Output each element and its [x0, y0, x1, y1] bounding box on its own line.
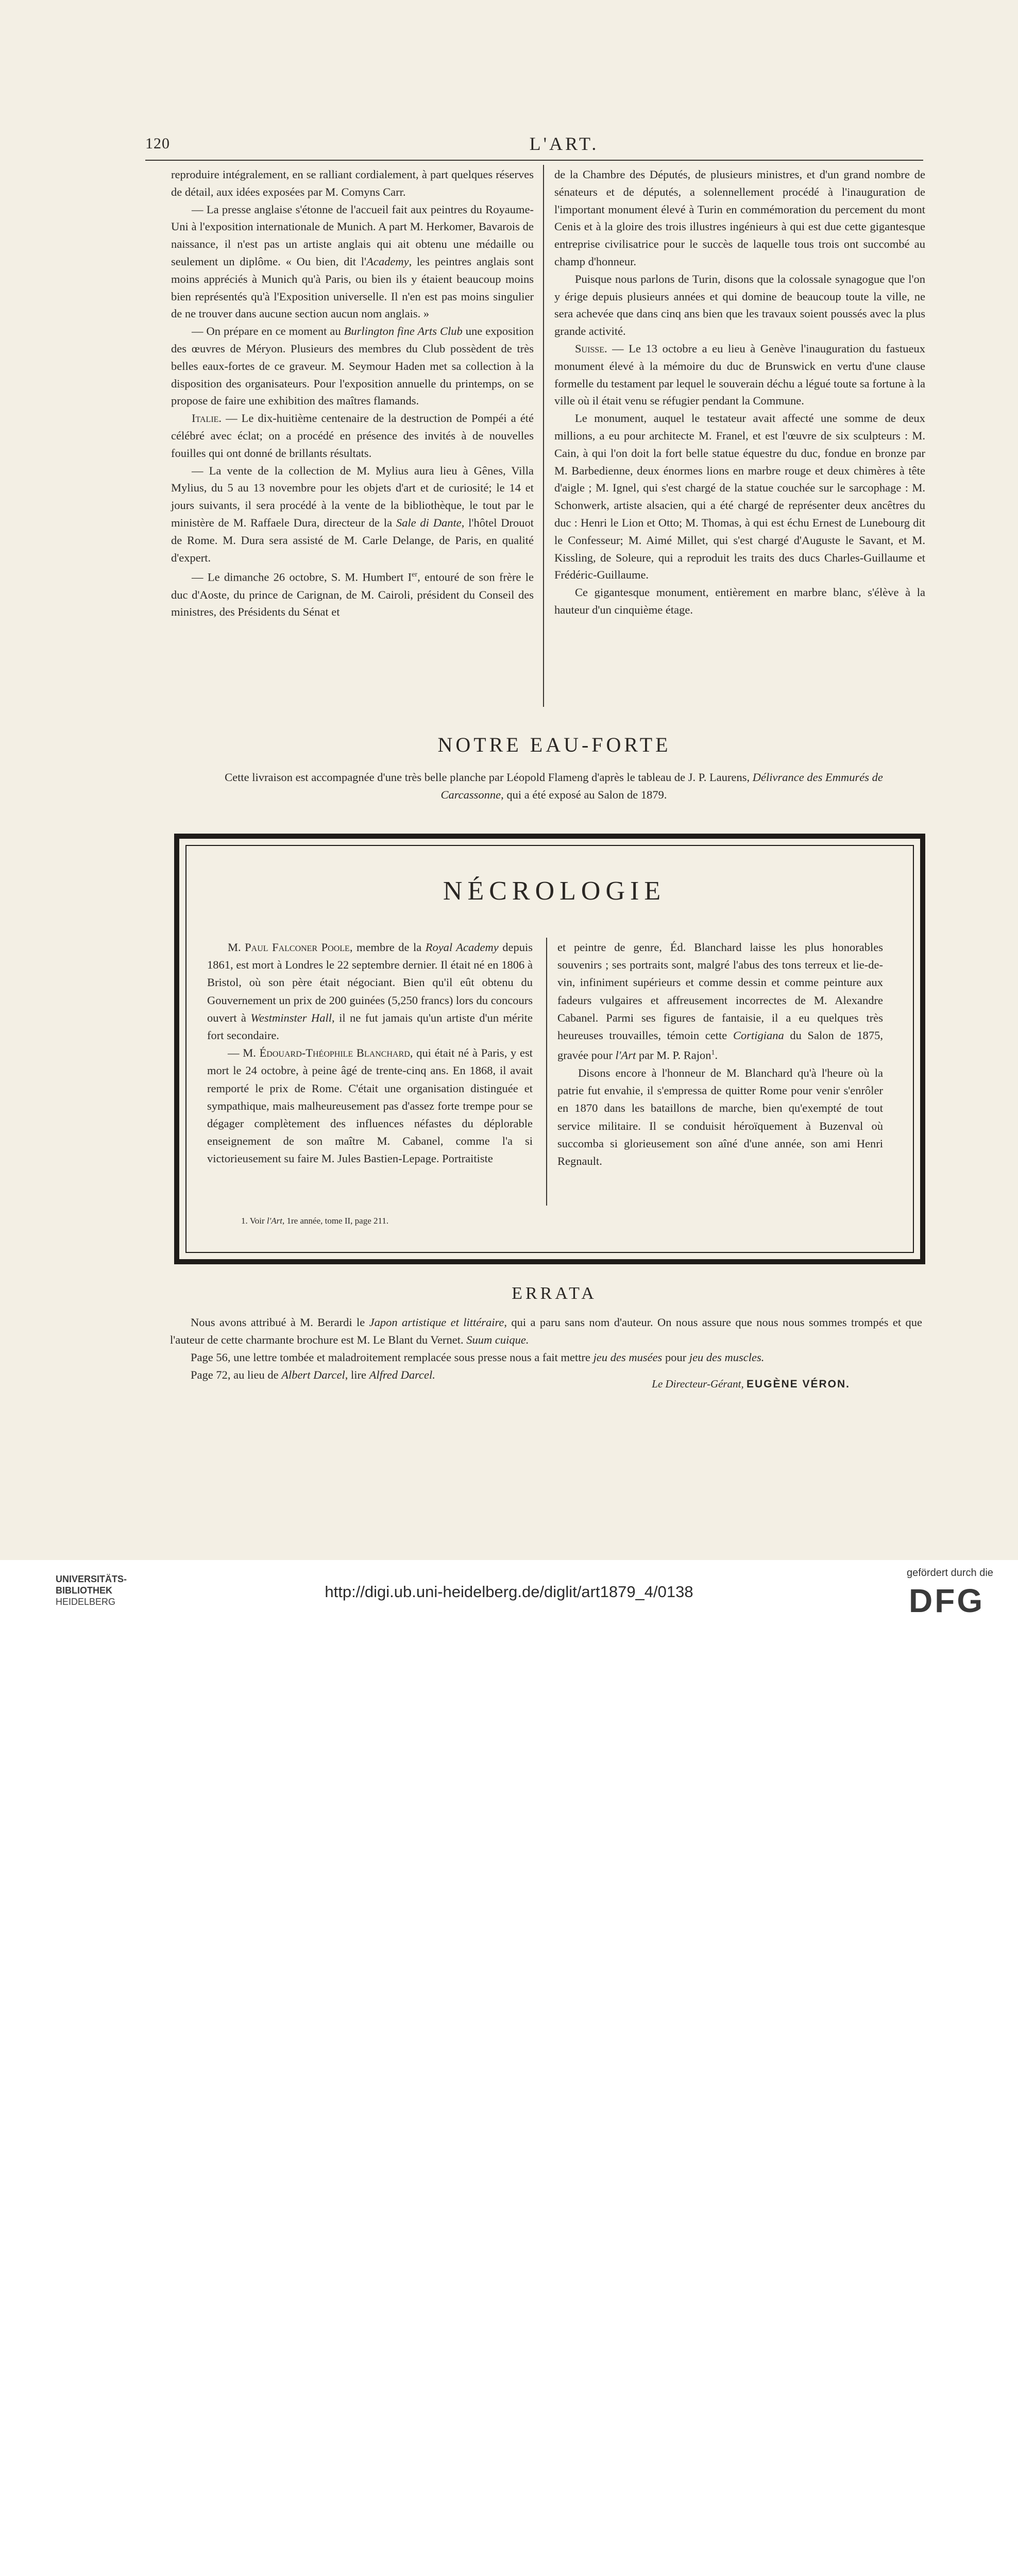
paragraph	[171, 201, 534, 323]
paragraph: reproduire intégralement, en se ralliant cordialement, à part quelques réserves de détail, aux idées exposées par M. Comyns Carr.	[171, 168, 534, 198]
text: , les peintres anglais sont moins appréciés à Munich qu'à Paris, ou bien ils y étaient beaucoup moins bien représentés qu'à l'Exposition universelle. Il n'en est pas moins singulier de ne trouver dans aucune section aucun nom anglais. »	[171, 255, 534, 320]
text: , 1re année, tome II, page 211.	[282, 1216, 389, 1226]
country-heading: Suisse.	[575, 342, 607, 355]
paragraph	[170, 1349, 922, 1366]
paragraph: Le monument, auquel le testateur avait affecté une somme de deux millions, a eu pour architecte M. Franel, et est l'œuvre de six sculpteurs : M. Cain, à qui l'on doit la fort belle statue équestre du duc, fondue en bronze par M. Barbedienne, deux énormes lions en marbre rouge et deux chimères à tête d'aigle ; M. Ignel, qui s'est chargé de la statue couchée sur le sarcophage : M. Schonwerk, artiste alsacien, qui a été chargé de représenter deux ancêtres du duc : Henri le Lion et Otto; M. Thomas, à qui est échu Ernest de Lunebourg dit le Confesseur; M. Aimé Millet, qui s'est chargé d'Auguste le Savant, et M. Kissling, de Soleure, qui a reproduit les traits des ducs Charles-Guillaume et Frédéric-Guillaume.	[554, 412, 925, 582]
header-rule	[145, 160, 923, 161]
page-number: 120	[145, 135, 170, 152]
permalink-url[interactable]: http://digi.ub.uni-heidelberg.de/diglit/art1879_4/0138	[325, 1583, 693, 1601]
artwork-title: Cortigiana	[733, 1029, 784, 1042]
venue-name: Westminster Hall	[250, 1011, 332, 1024]
text: une exposition des œuvres de Méryon. Plusieurs des membres du Club possèdent de très belles eaux-fortes de ce graveur. M. Seymour Haden met sa collection à la disposition des organisateurs. Pour l'exposition annuelle du printemps, on se propose de faire une exhibition des maîtres flamands.	[171, 325, 534, 408]
text: , lire	[345, 1368, 369, 1381]
text: Cette livraison est accompagnée d'une très belle planche par Léopold Flameng d'après le tableau de J. P. Laurens,	[225, 771, 753, 784]
text: pour	[662, 1351, 689, 1364]
signature-role: Le Directeur-Gérant,	[652, 1378, 746, 1390]
article-column-left	[171, 166, 534, 621]
article-column-right	[554, 166, 925, 619]
paragraph	[171, 410, 534, 462]
text: du Salon de 1875, gravée pour	[557, 1029, 883, 1062]
erroneous-text: jeu des musées	[593, 1351, 663, 1364]
paragraph: Puisque nous parlons de Turin, disons que la colossale synagogue que l'on y érige depuis plusieurs années et qui domine de beaucoup toute la ville, ne sera achevée que dans cinq ans bien que les travaux soient poussés avec la plus grande activité.	[554, 272, 925, 338]
person-name: Édouard-Théophile Blanchard	[259, 1046, 410, 1060]
section-title: NOTRE EAU-FORTE	[437, 733, 671, 756]
column-divider	[543, 165, 544, 707]
journal-name: l'Art	[266, 1216, 283, 1226]
text: Nous avons attribué à M. Berardi le	[191, 1316, 369, 1329]
paragraph: Ce gigantesque monument, entièrement en marbre blanc, s'élève à la hauteur d'un cinquième étage.	[554, 586, 925, 616]
errata-title: ERRATA	[512, 1284, 597, 1303]
text: depuis 1861, est mort à Londres le 22 septembre dernier. Il était né en 1806 à Bristol, où son père était négociant. Bien qu'il eût obtenu du Gouvernement un prix de 200 guinées (5,250 francs) lors du concours ouvert à	[207, 941, 533, 1024]
person-name: Paul Falconer Poole	[245, 941, 350, 954]
artwork-title: Délivrance des Emmurés de Carcassonne	[440, 771, 883, 801]
erroneous-text: Albert Darcel	[281, 1368, 345, 1381]
corrected-text: jeu des muscles.	[689, 1351, 765, 1364]
text: par M. P. Rajon	[636, 1048, 711, 1062]
obituary-column-right	[557, 939, 883, 1170]
paragraph	[171, 566, 534, 621]
text: — Le 13 octobre a eu lieu à Genève l'inauguration du fastueux monument élevé à la mémoire du duc de Brunswick en vertu d'une clause formelle du testament par lequel le souverain déchu a légué toute sa fortune à la ville où il était venu se réfugier pendant la Commune.	[554, 342, 925, 408]
paragraph	[207, 1044, 533, 1167]
text: — La presse anglaise s'étonne de l'accueil fait aux peintres du Royaume-Uni à l'exposition internationale de Munich. A part M. Herkomer, Bavarois de naissance, il n'est pas un artiste anglais qui ait obtenu une médaille ou seulement un diplôme. « Ou bien, dit l'	[171, 202, 534, 268]
text: — La vente de la collection de M. Mylius aura lieu à Gênes, Villa Mylius, du 5 au 13 novembre pour les objets d'art et de curiosité; le 14 et jours suivants, il sera procédé à la vente de la bibliothèque, le tout par le ministère de M. Raffaele Dura, directeur de la	[171, 464, 534, 529]
text: Page 72, au lieu de	[191, 1368, 282, 1381]
paragraph	[171, 323, 534, 410]
journal-name: Academy	[366, 255, 409, 268]
dfg-logo[interactable]: DFG	[909, 1582, 985, 1619]
paragraph	[207, 939, 533, 1044]
journal-name: l'Art	[615, 1048, 636, 1062]
column-divider	[546, 938, 547, 1206]
paragraph: de la Chambre des Députés, de plusieurs ministres, et d'un grand nombre de sénateurs et de députés, a solennellement procédé à l'inauguration de l'important monument élevé à Turin en commémoration du percement du mont Cenis et à la gloire des trois illustres ingénieurs à qui est due cette gigantesque entreprise civilisatrice pour le succès de laquelle tous trois ont succombé au champ d'honneur.	[554, 168, 925, 268]
text: et peintre de genre, Éd. Blanchard laisse les plus honorables souvenirs ; ses portraits sont, malgré l'abus des tons terreux et lie-de-vin, infiniment supérieurs et comme dessin et comme peinture aux fadeurs vulgaires et affreusement incorrectes de M. Alexandre Cabanel. Parmi ses figures de fantaisie, il a eu quelques très heureuses trouvailles, témoin cette	[557, 941, 883, 1042]
library-name-line: UNIVERSITÄTS-	[56, 1574, 127, 1584]
latin-phrase: Suum cuique.	[466, 1333, 529, 1346]
footnote	[241, 1216, 388, 1226]
text: , il ne fut jamais qu'un artiste d'un mérite fort secondaire.	[207, 1011, 533, 1042]
library-name-line: HEIDELBERG	[56, 1597, 116, 1607]
venue-name: Sale di Dante	[396, 516, 462, 529]
paragraph	[554, 340, 925, 410]
text: , qui a été exposé au Salon de 1879.	[501, 788, 667, 801]
section-text	[196, 769, 912, 804]
text: Page 56, une lettre tombée et maladroitement remplacée sous presse nous a fait mettre	[191, 1351, 593, 1364]
obituary-title: NÉCROLOGIE	[443, 876, 666, 906]
paragraph: Disons encore à l'honneur de M. Blanchard qu'à l'heure où la patrie fut envahie, il s'empressa de quitter Rome pour venir s'enrôler en 1870 dans les bataillons de marche, bien qu'exempté de tout service militaire. Il se conduisit héroïquement à Buzenval où succomba si glorieusement son aîné d'une année, son ami Henri Regnault.	[557, 1066, 883, 1167]
text: M.	[228, 941, 245, 954]
text: , qui a paru sans nom d'auteur. On nous assure que nous nous sommes trompés et que l'auteur de cette charmante brochure est M. Le Blant du Vernet.	[170, 1316, 922, 1346]
obituary-column-left	[207, 939, 533, 1168]
paragraph: et peintre de genre, Éd. Blanchard laisse les plus honorables souvenirs ; ses portraits sont, malgré l'abus des tons terreux et lie-de-vin, infiniment supérieurs et comme dessin et comme peinture aux fadeurs vulgaires et affreusement incorrectes de M. Alexandre Cabanel. Parmi ses figures de fantaisie, il a eu quelques très heureuses trouvailles, témoin cette Cortigiana du Salon de 1875, gravée pour l'Art par M. P. Rajon$^1$.	[557, 941, 883, 1062]
text: — On prépare en ce moment au	[192, 325, 344, 338]
text: — Le dix-huitième centenaire de la destruction de Pompéi a été célébré avec éclat; on a procédé en présence des invités à de nouvelles fouilles qui ont donné de brillants résultats.	[171, 412, 534, 460]
signature	[603, 1378, 850, 1391]
errata-text	[170, 1314, 922, 1384]
institution-name: Royal Academy	[425, 941, 499, 954]
text: , qui était né à Paris, y est mort le 24 octobre, à peine âgé de trente-cinq ans. En 1868, il avait remporté le prix de Rome. C'était une organisation distinguée et sympathique, mais malheureusement pas d'assez forte trempe pour se dégager complètement des influences néfastes du déplorable enseignement de son maître M. Cabanel, comme l'a si victorieusement su faire M. Jules Bastien-Lepage. Portraitiste	[207, 1046, 533, 1165]
viewer-footer	[0, 1560, 1018, 1627]
paragraph	[170, 1314, 922, 1349]
running-title: L'ART.	[529, 133, 599, 154]
signature-name: EUGÈNE VÉRON.	[746, 1378, 850, 1390]
library-name-line: BIBLIOTHEK	[56, 1585, 112, 1596]
funding-caption: gefördert durch die	[907, 1567, 993, 1579]
text: 1. Voir	[241, 1216, 267, 1226]
book-title: Japon artistique et littéraire	[369, 1316, 504, 1329]
text: , l'hôtel Drouot de Rome. M. Dura sera assisté de M. Carle Delange, de Paris, en qualité d'expert.	[171, 516, 534, 564]
text: — Le dimanche 26 octobre, S. M. Humbert I	[192, 570, 412, 584]
paragraph	[171, 462, 534, 567]
superscript: er	[412, 571, 418, 579]
country-heading: Italie.	[192, 412, 222, 425]
text: , membre de la	[349, 941, 426, 954]
text: — M.	[228, 1046, 260, 1060]
text: , entouré de son frère le duc d'Aoste, du prince de Carignan, de M. Cairoli, président du Conseil des ministres, des Présidents du Sénat et	[171, 570, 534, 619]
club-name: Burlington fine Arts Club	[344, 325, 463, 338]
corrected-text: Alfred Darcel.	[369, 1368, 435, 1381]
footnote-marker: 1	[711, 1049, 715, 1057]
